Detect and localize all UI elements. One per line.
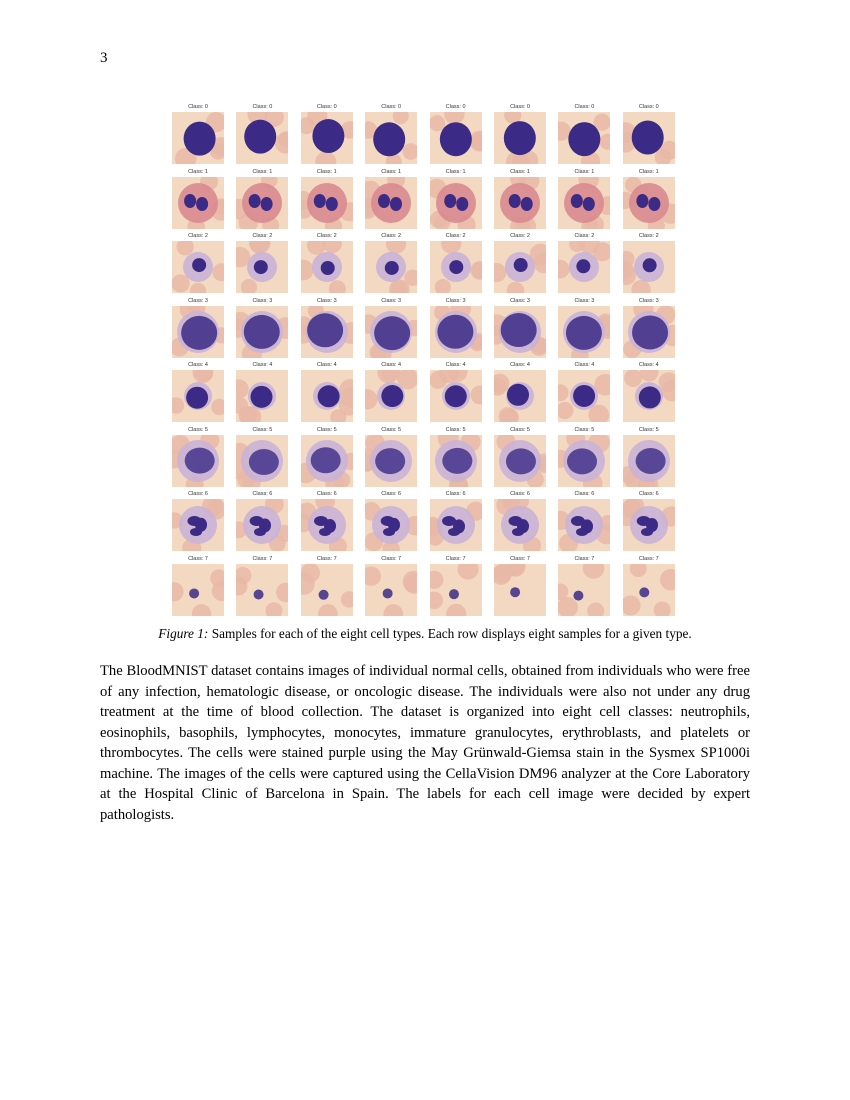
cell-sample-tile <box>494 103 546 165</box>
cell-micrograph-image <box>365 435 417 487</box>
cell-class-label: Class: 6 <box>381 491 402 497</box>
cell-micrograph-image <box>301 564 353 616</box>
cell-micrograph-image <box>494 306 546 358</box>
cell-sample-tile <box>623 168 675 230</box>
cell-class-label: Class: 4 <box>510 362 530 368</box>
cell-class-label: Class: 6 <box>188 491 208 497</box>
cell-sample-tile <box>623 232 675 294</box>
cell-micrograph-image <box>430 241 482 293</box>
cell-sample-tile <box>236 426 288 488</box>
cell-micrograph-image <box>236 435 288 487</box>
page-number: 3 <box>100 50 108 66</box>
cell-sample-tile <box>301 232 353 294</box>
cell-class-label: Class: 4 <box>574 362 595 368</box>
cell-class-label: Class: 6 <box>445 491 466 497</box>
cell-micrograph-image <box>236 241 288 293</box>
cell-micrograph-image <box>236 306 288 358</box>
cell-class-label: Class: 5 <box>445 426 466 433</box>
cell-class-label: Class: 5 <box>381 426 402 433</box>
cell-sample-tile <box>430 232 482 294</box>
cell-micrograph-image <box>558 370 610 422</box>
cell-micrograph-image <box>558 306 610 358</box>
cell-micrograph-image <box>494 370 546 422</box>
cell-sample-tile <box>365 361 417 423</box>
cell-sample-tile <box>365 426 417 488</box>
cell-micrograph-image <box>494 564 546 616</box>
cell-sample-tile <box>301 361 353 423</box>
cell-class-label: Class: 0 <box>445 104 466 110</box>
cell-sample-tile <box>236 297 288 359</box>
cell-sample-tile <box>494 426 546 488</box>
cell-class-label: Class: 2 <box>445 233 466 239</box>
cell-micrograph-image <box>365 177 417 229</box>
cell-sample-tile <box>494 232 546 294</box>
cell-class-label: Class: 5 <box>316 426 337 433</box>
cell-sample-tile <box>301 103 353 165</box>
cell-micrograph-image <box>494 499 546 551</box>
cell-micrograph-image <box>365 112 417 164</box>
cell-sample-tile <box>301 297 353 359</box>
cell-sample-tile <box>365 232 417 294</box>
cell-sample-tile <box>172 232 224 294</box>
cell-class-label: Class: 3 <box>445 297 466 304</box>
cell-micrograph-image <box>172 435 224 487</box>
cell-sample-tile <box>558 555 610 617</box>
cell-sample-tile <box>236 555 288 617</box>
cell-micrograph-image <box>301 177 353 229</box>
cell-class-label: Class: 3 <box>381 297 402 304</box>
cell-micrograph-image <box>558 435 610 487</box>
cell-sample-tile <box>623 490 675 552</box>
cell-class-label: Class: 2 <box>252 233 273 239</box>
cell-micrograph-image <box>623 370 675 422</box>
cell-class-label: Class: 3 <box>252 297 273 304</box>
cell-micrograph-image <box>430 112 482 164</box>
cell-micrograph-image <box>365 241 417 293</box>
cell-sample-tile <box>494 490 546 552</box>
cell-class-label: Class: 1 <box>574 168 595 175</box>
cell-class-label: Class: 4 <box>316 362 337 368</box>
cell-sample-tile <box>236 490 288 552</box>
figure-caption-text: Samples for each of the eight cell types. Each row displays eight samples for a given type. <box>208 626 692 641</box>
cell-micrograph-image <box>172 241 224 293</box>
cell-class-label: Class: 0 <box>316 104 337 110</box>
cell-micrograph-image <box>301 306 353 358</box>
cell-sample-tile <box>494 361 546 423</box>
cell-sample-tile <box>494 168 546 230</box>
cell-micrograph-image <box>172 370 224 422</box>
cell-class-label: Class: 4 <box>252 362 273 368</box>
cell-sample-tile <box>365 490 417 552</box>
cell-class-label: Class: 6 <box>574 491 595 497</box>
cell-class-label: Class: 7 <box>381 555 402 562</box>
cell-class-label: Class: 2 <box>574 233 595 239</box>
cell-class-label: Class: 3 <box>638 297 659 304</box>
cell-micrograph-image <box>623 177 675 229</box>
cell-sample-tile <box>494 297 546 359</box>
cell-class-label: Class: 2 <box>381 233 402 239</box>
cell-micrograph-image <box>494 241 546 293</box>
cell-class-label: Class: 7 <box>638 555 659 562</box>
cell-sample-tile <box>365 555 417 617</box>
cell-micrograph-image <box>172 112 224 164</box>
cell-class-label: Class: 4 <box>188 362 208 368</box>
cell-class-label: Class: 5 <box>252 426 273 433</box>
cell-micrograph-image <box>623 241 675 293</box>
cell-micrograph-image <box>301 241 353 293</box>
cell-micrograph-image <box>623 564 675 616</box>
cell-sample-tile <box>558 426 610 488</box>
cell-sample-grid-figure <box>172 103 682 618</box>
cell-class-label: Class: 7 <box>316 555 337 562</box>
cell-micrograph-image <box>365 370 417 422</box>
cell-sample-tile <box>301 168 353 230</box>
cell-class-label: Class: 5 <box>574 426 595 433</box>
cell-sample-tile <box>430 426 482 488</box>
cell-class-label: Class: 1 <box>445 168 466 175</box>
cell-micrograph-image <box>172 499 224 551</box>
cell-micrograph-image <box>623 499 675 551</box>
cell-class-label: Class: 2 <box>316 233 337 239</box>
cell-class-label: Class: 2 <box>638 233 659 239</box>
cell-class-label: Class: 0 <box>574 104 595 110</box>
cell-class-label: Class: 7 <box>510 555 530 562</box>
cell-micrograph-image <box>623 112 675 164</box>
cell-sample-tile <box>365 297 417 359</box>
cell-micrograph-image <box>558 499 610 551</box>
cell-class-label: Class: 7 <box>574 555 595 562</box>
cell-class-label: Class: 0 <box>188 104 208 110</box>
cell-class-label: Class: 0 <box>252 104 273 110</box>
cell-sample-tile <box>301 555 353 617</box>
cell-micrograph-image <box>623 306 675 358</box>
cell-micrograph-image <box>236 112 288 164</box>
cell-micrograph-image <box>494 112 546 164</box>
cell-micrograph-image <box>558 177 610 229</box>
cell-micrograph-image <box>301 499 353 551</box>
cell-sample-tile <box>365 168 417 230</box>
cell-sample-tile <box>236 232 288 294</box>
cell-class-label: Class: 1 <box>638 168 659 175</box>
cell-micrograph-image <box>430 306 482 358</box>
cell-micrograph-image <box>558 241 610 293</box>
body-paragraph: The BloodMNIST dataset contains images of individual normal cells, obtained from individuals who were free of any infection, hematologic disease, or oncologic disease. The individuals were also not under any drug treatment at the time of blood collection. The dataset is organized into eight cell classes: neutrophils, eosinophils, basophils, lymphocytes, monocytes, immature granulocytes, erythroblasts, and platelets or thrombocytes. The cells were stained purple using the May Grünwald-Giemsa stain in the Sysmex SP1000i machine. The images of the cells were captured using the CellaVision DM96 analyzer at the Core Laboratory at the Hospital Clinic of Barcelona in Spain. The labels for each cell image were decided by expert pathologists. <box>100 663 750 823</box>
cell-class-label: Class: 0 <box>638 104 659 110</box>
cell-sample-tile <box>430 103 482 165</box>
cell-class-label: Class: 7 <box>188 555 208 562</box>
cell-sample-tile <box>172 555 224 617</box>
cell-class-label: Class: 4 <box>381 362 402 368</box>
cell-sample-tile <box>623 426 675 488</box>
cell-sample-tile <box>494 555 546 617</box>
cell-class-label: Class: 3 <box>188 297 208 304</box>
cell-sample-tile <box>558 103 610 165</box>
cell-class-label: Class: 2 <box>188 233 208 239</box>
cell-micrograph-image <box>365 306 417 358</box>
cell-sample-tile <box>623 361 675 423</box>
cell-sample-tile <box>172 168 224 230</box>
cell-micrograph-image <box>301 370 353 422</box>
cell-micrograph-image <box>236 564 288 616</box>
cell-class-label: Class: 7 <box>445 555 466 562</box>
cell-micrograph-image <box>494 435 546 487</box>
cell-sample-tile <box>236 168 288 230</box>
cell-sample-tile <box>623 555 675 617</box>
cell-micrograph-image <box>301 435 353 487</box>
cell-class-label: Class: 2 <box>510 233 530 239</box>
cell-sample-tile <box>172 490 224 552</box>
cell-micrograph-image <box>172 177 224 229</box>
cell-micrograph-image <box>430 499 482 551</box>
cell-micrograph-image <box>365 499 417 551</box>
cell-sample-tile <box>558 232 610 294</box>
cell-micrograph-image <box>365 564 417 616</box>
cell-micrograph-image <box>430 370 482 422</box>
cell-sample-tile <box>172 426 224 488</box>
cell-class-label: Class: 1 <box>316 168 337 175</box>
cell-sample-tile <box>558 361 610 423</box>
cell-micrograph-image <box>236 370 288 422</box>
cell-micrograph-image <box>236 177 288 229</box>
cell-sample-tile <box>172 361 224 423</box>
cell-class-label: Class: 6 <box>638 491 659 497</box>
cell-class-label: Class: 4 <box>638 362 659 368</box>
cell-micrograph-image <box>430 177 482 229</box>
cell-sample-tile <box>623 297 675 359</box>
cell-class-label: Class: 1 <box>188 168 208 175</box>
cell-sample-tile <box>430 297 482 359</box>
cell-micrograph-image <box>558 112 610 164</box>
cell-sample-tile <box>430 555 482 617</box>
figure-caption <box>0 626 850 642</box>
cell-sample-tile <box>236 103 288 165</box>
cell-class-label: Class: 4 <box>445 362 466 368</box>
figure-caption-label: Figure 1: <box>158 626 209 641</box>
cell-class-label: Class: 3 <box>316 297 337 304</box>
cell-micrograph-image <box>301 112 353 164</box>
cell-class-label: Class: 6 <box>316 491 337 497</box>
cell-sample-tile <box>172 103 224 165</box>
cell-micrograph-image <box>172 306 224 358</box>
cell-sample-tile <box>558 168 610 230</box>
cell-class-label: Class: 7 <box>252 555 273 562</box>
cell-micrograph-image <box>430 435 482 487</box>
cell-micrograph-image <box>430 564 482 616</box>
cell-sample-tile <box>558 297 610 359</box>
cell-class-label: Class: 3 <box>510 297 530 304</box>
cell-sample-tile <box>236 361 288 423</box>
cell-sample-tile <box>301 426 353 488</box>
cell-sample-tile <box>430 490 482 552</box>
cell-micrograph-image <box>494 177 546 229</box>
cell-micrograph-image <box>623 435 675 487</box>
cell-sample-tile <box>430 361 482 423</box>
cell-class-label: Class: 0 <box>381 104 402 110</box>
cell-sample-tile <box>623 103 675 165</box>
cell-sample-tile <box>558 490 610 552</box>
cell-class-label: Class: 1 <box>252 168 273 175</box>
cell-class-label: Class: 6 <box>510 491 530 497</box>
cell-class-label: Class: 3 <box>574 297 595 304</box>
cell-sample-tile <box>365 103 417 165</box>
cell-micrograph-image <box>558 564 610 616</box>
cell-class-label: Class: 5 <box>188 426 208 433</box>
cell-sample-tile <box>430 168 482 230</box>
cell-class-label: Class: 6 <box>252 491 273 497</box>
cell-class-label: Class: 0 <box>510 104 530 110</box>
cell-sample-tile <box>172 297 224 359</box>
cell-class-label: Class: 1 <box>381 168 402 175</box>
cell-class-label: Class: 5 <box>638 426 659 433</box>
cell-sample-tile <box>301 490 353 552</box>
cell-class-label: Class: 5 <box>510 426 530 433</box>
cell-class-label: Class: 1 <box>510 168 530 175</box>
cell-micrograph-image <box>236 499 288 551</box>
cell-micrograph-image <box>172 564 224 616</box>
